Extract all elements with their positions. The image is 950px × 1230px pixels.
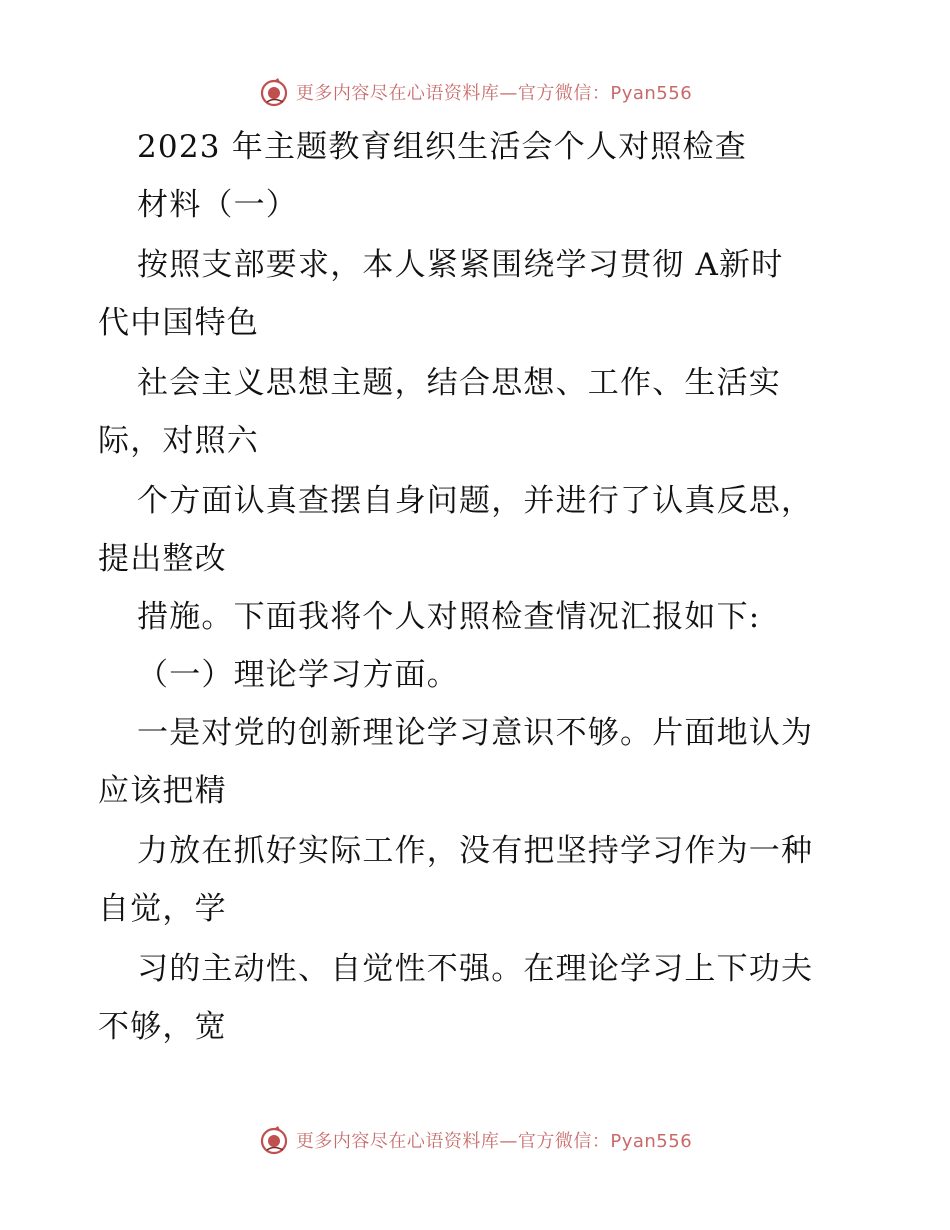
paragraph-line: 自觉，学 (98, 891, 227, 927)
paragraph-line: 应该把精 (98, 773, 227, 809)
footer-watermark (0, 1120, 950, 1160)
paragraph-line: 不够，宽 (98, 1009, 227, 1045)
paragraph-line: 代中国特色 (98, 305, 259, 341)
title-line-2: 材料（一） (137, 187, 298, 223)
watermark-text: 更多内容尽在心语资料库—官方微信：Pyan556 (295, 83, 693, 104)
paragraph-line: 社会主义思想主题，结合思想、工作、生活实 (137, 365, 781, 401)
paragraph-line: 按照支部要求，本人紧紧围绕学习贯彻 A新时 (137, 247, 784, 283)
paragraph-line: 个方面认真查摆自身问题，并进行了认真反思， (137, 483, 814, 519)
section-heading: （一）理论学习方面。 (137, 657, 459, 693)
watermark-text: 更多内容尽在心语资料库—官方微信：Pyan556 (295, 1131, 693, 1152)
paragraph-line: 提出整改 (98, 541, 227, 577)
paragraph-line: 一是对党的创新理论学习意识不够。片面地认为 (137, 715, 814, 751)
paragraph-line: 际，对照六 (98, 423, 259, 459)
title-line-1: 2023 年主题教育组织生活会个人对照检查 (137, 129, 747, 165)
paragraph-line: 措施。下面我将个人对照检查情况汇报如下: (137, 599, 761, 635)
brand-seal-logo-icon (258, 1124, 290, 1156)
paragraph-line: 习的主动性、自觉性不强。在理论学习上下功夫 (137, 951, 814, 987)
paragraph-line: 力放在抓好实际工作，没有把坚持学习作为一种 (137, 833, 814, 869)
